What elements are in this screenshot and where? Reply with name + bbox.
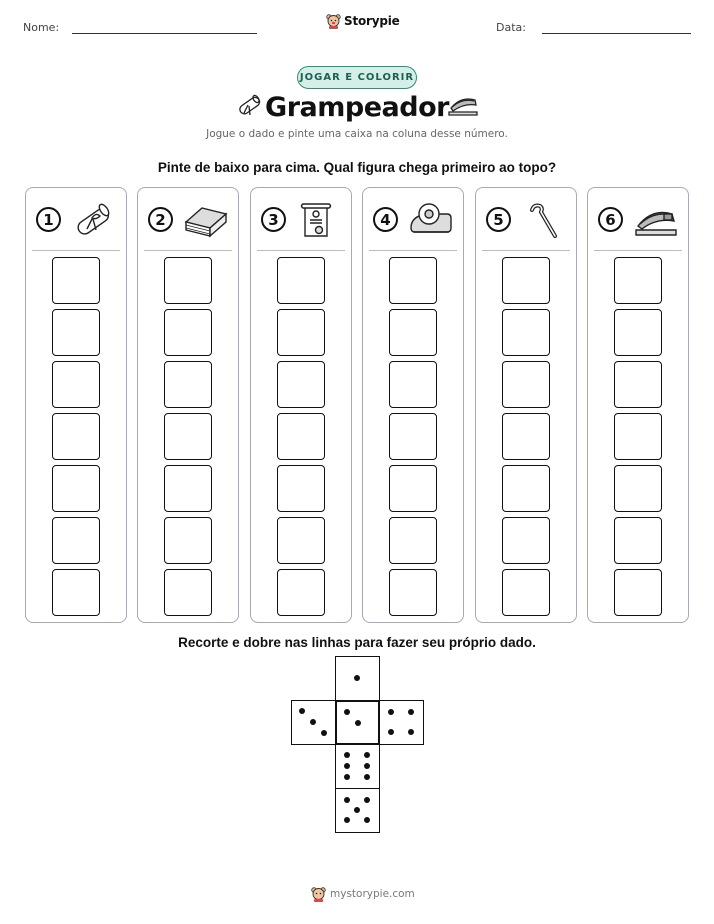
pip [344,752,350,758]
page-title: Grampeador [265,92,449,123]
tape-dispenser-icon [407,200,455,240]
color-box[interactable] [164,361,212,408]
pip [344,709,350,715]
color-box[interactable] [277,517,325,564]
color-box[interactable] [164,257,212,304]
column-number: 3 [261,207,286,232]
color-box[interactable] [502,413,550,460]
color-box[interactable] [389,569,437,616]
color-box[interactable] [614,309,662,356]
color-box[interactable] [389,517,437,564]
column-2 [137,187,239,623]
color-box[interactable] [389,257,437,304]
color-box[interactable] [277,413,325,460]
column-header [588,188,688,250]
column-number: 6 [598,207,623,232]
name-line[interactable] [72,33,257,34]
color-box[interactable] [614,413,662,460]
color-box[interactable] [614,361,662,408]
column-divider [257,250,345,251]
column-5 [475,187,577,623]
activity-badge: JOGAR E COLORIR [297,66,417,89]
bear-mascot-icon [311,886,326,902]
color-box[interactable] [164,569,212,616]
column-divider [144,250,232,251]
page-subtitle: Jogue o dado e pinte uma caixa na coluna desse número. [206,128,508,140]
column-header [26,188,126,250]
color-box[interactable] [277,465,325,512]
color-box[interactable] [502,569,550,616]
color-box[interactable] [164,309,212,356]
column-number: 5 [486,207,511,232]
paper-stack-icon [182,200,230,240]
column-1 [25,187,127,623]
brand-name: Storypie [344,14,400,28]
color-box[interactable] [502,309,550,356]
footer [311,886,415,902]
pip [364,774,370,780]
date-label: Data: [496,21,526,34]
dice-face-4[interactable] [379,700,424,745]
color-box[interactable] [52,257,100,304]
certificate-icon [295,200,343,240]
color-box[interactable] [164,413,212,460]
color-box[interactable] [52,361,100,408]
dice-face-3[interactable] [291,700,336,745]
color-box[interactable] [389,309,437,356]
color-box[interactable] [52,517,100,564]
column-divider [594,250,682,251]
dice-face-1[interactable] [335,656,380,701]
footer-url: mystorypie.com [330,888,415,900]
pip [321,730,327,736]
dice-face-5[interactable] [335,788,380,833]
color-box[interactable] [277,309,325,356]
color-box[interactable] [389,465,437,512]
column-divider [32,250,120,251]
pip [388,709,394,715]
pip [310,719,316,725]
brand-logo [326,13,400,29]
dice-face-6[interactable] [335,744,380,789]
color-box[interactable] [614,465,662,512]
pip [364,817,370,823]
pip [354,675,360,681]
diploma-scroll-icon [70,200,118,240]
column-number: 1 [36,207,61,232]
stapler-icon [632,200,680,240]
color-box[interactable] [389,413,437,460]
color-box[interactable] [614,517,662,564]
color-box[interactable] [277,361,325,408]
column-number: 2 [148,207,173,232]
color-box[interactable] [502,361,550,408]
pip [408,729,414,735]
pip [344,817,350,823]
color-box[interactable] [502,257,550,304]
pip [388,729,394,735]
color-box[interactable] [389,361,437,408]
pip [299,708,305,714]
color-box[interactable] [52,413,100,460]
pip [344,763,350,769]
column-header [476,188,576,250]
column-header [363,188,463,250]
color-box[interactable] [502,517,550,564]
dice-instruction: Recorte e dobre nas linhas para fazer seu próprio dado. [178,635,536,650]
pip [344,774,350,780]
column-number: 4 [373,207,398,232]
pip [354,807,360,813]
color-box[interactable] [164,517,212,564]
name-label: Nome: [23,21,60,34]
pip [344,797,350,803]
color-box[interactable] [164,465,212,512]
color-box[interactable] [502,465,550,512]
column-divider [369,250,457,251]
color-box[interactable] [52,569,100,616]
column-divider [482,250,570,251]
game-instruction: Pinte de baixo para cima. Qual figura chega primeiro ao topo? [157,160,557,175]
column-3 [250,187,352,623]
column-6 [587,187,689,623]
color-box[interactable] [52,309,100,356]
pip [408,709,414,715]
pip [364,797,370,803]
cane-icon [520,200,568,240]
color-box[interactable] [614,257,662,304]
column-4 [362,187,464,623]
column-header [251,188,351,250]
color-box[interactable] [52,465,100,512]
color-box[interactable] [277,569,325,616]
dice-face-2[interactable] [335,700,380,745]
column-header [138,188,238,250]
pip [364,763,370,769]
pip [364,752,370,758]
pip [355,720,361,726]
date-line[interactable] [542,33,691,34]
bear-mascot-icon [326,13,341,29]
stapler-icon [446,93,480,117]
color-box[interactable] [614,569,662,616]
color-box[interactable] [277,257,325,304]
